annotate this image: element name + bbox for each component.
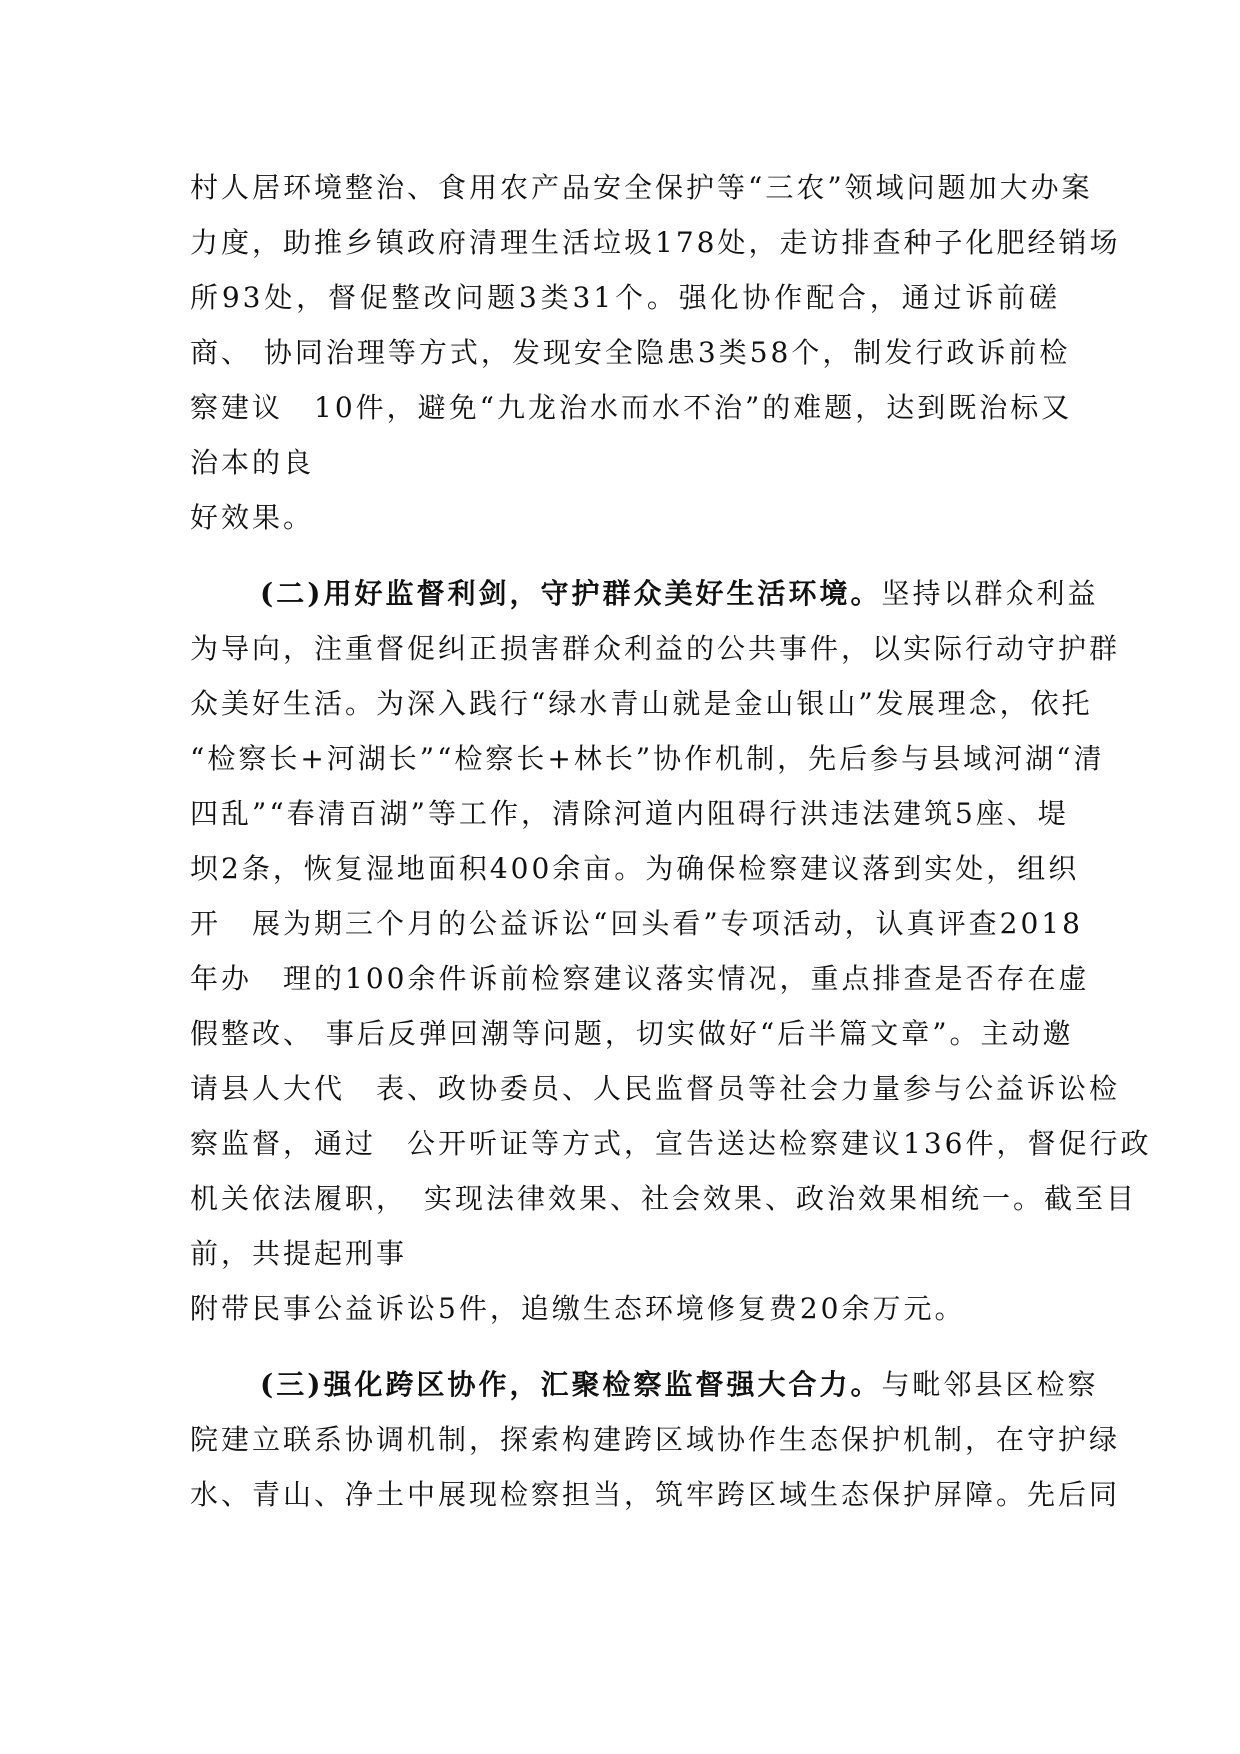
section2-first-line	[260, 574, 1099, 614]
section2-line-9: 请县人大代 表、政协委员、人民监督员等社会力量参与公益诉讼检	[190, 1072, 1121, 1105]
para1-line-1: 村人居环境整治、食用农产品安全保护等“三农”领域问题加大办案	[190, 171, 1093, 204]
section2-first-line-rest: 坚持以群众利益	[881, 577, 1099, 610]
para1-line-6: 治本的良	[190, 446, 315, 479]
section2-line-6: 开 展为期三个月的公益诉讼“回头看”专项活动，认真评查2018	[190, 907, 1083, 940]
para1-line-5: 察建议 10件，避免“九龙治水而水不治”的难题，达到既治标又	[190, 391, 1073, 424]
section2-line-10: 察监督，通过 公开听证等方式，宣告送达检察建议136件，督促行政	[190, 1127, 1152, 1160]
section3-line-2: 水、青山、净土中展现检察担当，筑牢跨区域生态保护屏障。先后同	[190, 1478, 1121, 1511]
section2-line-1: 为导向，注重督促纠正损害群众利益的公共事件，以实际行动守护群	[190, 632, 1121, 665]
section2-line-8: 假整改、 事后反弹回潮等问题，切实做好“后半篇文章”。主动邀	[190, 1017, 1074, 1050]
para1-line-7: 好效果。	[190, 501, 315, 534]
section2-line-7: 年办 理的100余件诉前检察建议落实情况，重点排查是否存在虚	[190, 962, 1090, 995]
section2-line-12: 前，共提起刑事	[190, 1237, 408, 1270]
section3-first-line	[260, 1365, 1099, 1405]
section2-line-11: 机关依法履职， 实现法律效果、社会效果、政治效果相统一。截至目	[190, 1182, 1138, 1215]
para1-line-4: 商、 协同治理等方式，发现安全隐患3类58个，制发行政诉前检	[190, 336, 1071, 369]
section3-first-line-rest: 与毗邻县区检察	[881, 1368, 1099, 1401]
section2-line-5: 坝2条，恢复湿地面积400余亩。为确保检察建议落到实处，组织	[190, 852, 1080, 885]
section2-heading: (二)用好监督利剑，守护群众美好生活环境。	[260, 577, 882, 610]
section3-line-1: 院建立联系协调机制，探索构建跨区域协作生态保护机制，在守护绿	[190, 1423, 1121, 1456]
section2-line-3: “检察长+河湖长”“检察长+林长”协作机制，先后参与县域河湖“清	[190, 742, 1105, 775]
section2-line-13: 附带民事公益诉讼5件，追缴生态环境修复费20余万元。	[190, 1292, 966, 1325]
section2-line-2: 众美好生活。为深入践行“绿水青山就是金山银山”发展理念，依托	[190, 687, 1093, 720]
para1-line-2: 力度，助推乡镇政府清理生活垃圾178处，走访排查种子化肥经销场	[190, 226, 1121, 259]
para1-line-3: 所93处，督促整改问题3类31个。强化协作配合，通过诉前磋	[190, 281, 1060, 314]
section3-heading: (三)强化跨区协作，汇聚检察监督强大合力。	[260, 1368, 882, 1401]
section2-line-4: 四乱”“春清百湖”等工作，清除河道内阻碍行洪违法建筑5座、堤	[190, 797, 1069, 830]
